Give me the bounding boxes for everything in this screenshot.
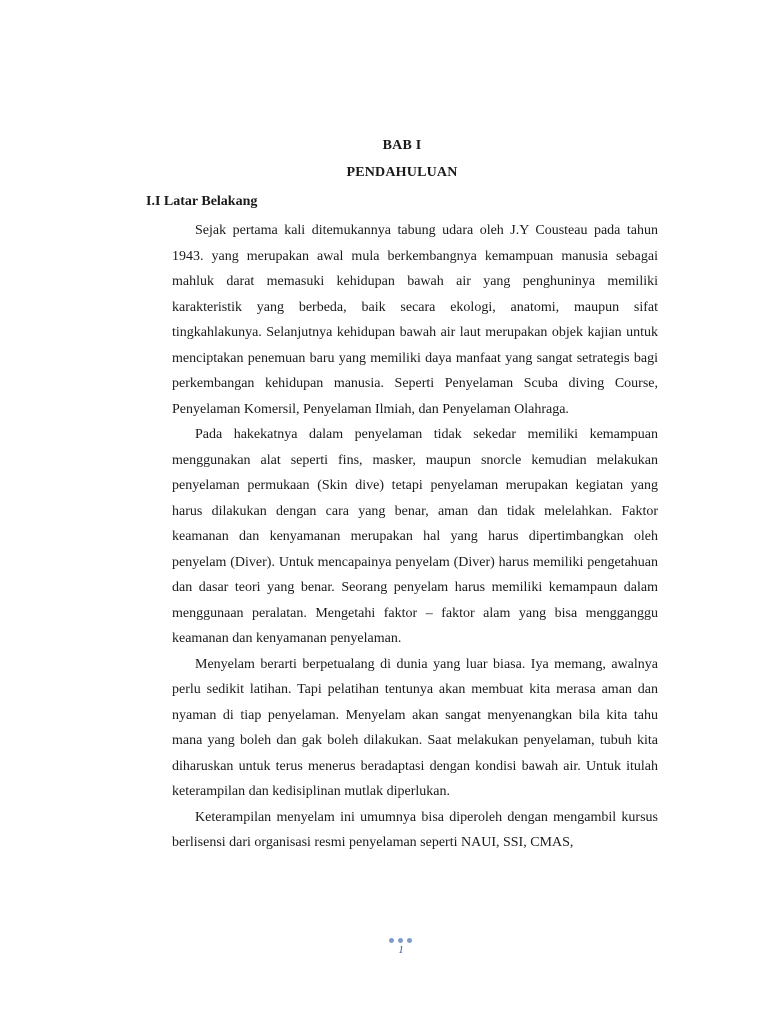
page-number: 1: [398, 944, 404, 956]
page-footer: [0, 938, 768, 956]
body-text: [172, 218, 658, 856]
footer-dots-icon: [32, 938, 768, 943]
paragraph: Keterampilan menyelam ini umumnya bisa diperoleh dengan mengambil kursus berlisensi dari organisasi resmi penyelaman seperti NAUI, SSI, CMAS,: [172, 809, 658, 850]
paragraph: Sejak pertama kali ditemukannya tabung udara oleh J.Y Cousteau pada tahun 1943. yang merupakan awal mula berkembangnya kemampuan manusia sebagai mahluk darat memasuki kehidupan bawah air yang penghuninya memiliki karakteristik yang berbeda, baik secara ekologi, anatomi, maupun sifat tingkahlakunya. Selanjutnya kehidupan bawah air laut merupakan objek kajian untuk menciptakan penemuan baru yang memiliki daya manfaat yang sangat setrategis bagi perkembangan kehidupan manusia. Seperti Penyelaman Scuba diving Course, Penyelaman Komersil, Penyelaman Ilmiah, dan Penyelaman Olahraga.: [172, 223, 658, 417]
dot-icon: [398, 938, 403, 943]
paragraph: Pada hakekatnya dalam penyelaman tidak sekedar memiliki kemampuan menggunakan alat seperti fins, masker, maupun snorcle kemudian melakukan penyelaman permukaan (Skin dive) tetapi penyelaman merupakan kegiatan yang harus dilakukan dengan cara yang benar, aman dan tidak melelahkan. Faktor keamanan dan kenyamanan merupakan hal yang harus dipertimbangkan oleh penyelam (Diver). Untuk mencapainya penyelam (Diver) harus memiliki pengetahuan dan dasar teori yang benar. Seorang penyelam harus memiliki kemampaun dalam menggunaan peralatan. Mengetahi faktor – faktor alam yang bisa mengganggu keamanan dan kenyamanan penyelaman.: [172, 427, 658, 646]
dot-icon: [389, 938, 394, 943]
paragraph: Menyelam berarti berpetualang di dunia yang luar biasa. Iya memang, awalnya perlu sedikit latihan. Tapi pelatihan tentunya akan membuat kita merasa aman dan nyaman di tiap penyelaman. Menyelam akan sangat menyenangkan bila kita tahu mana yang boleh dan gak boleh dilakukan. Saat melakukan penyelaman, tubuh kita diharuskan untuk terus menerus beradaptasi dengan kondisi bawah air. Untuk itulah keterampilan dan kedisiplinan mutlak diperlukan.: [172, 656, 658, 799]
chapter-title: PENDAHULUAN: [346, 165, 458, 180]
section-heading: I.I Latar Belakang: [146, 194, 258, 209]
dot-icon: [407, 938, 412, 943]
chapter-number: BAB I: [382, 138, 422, 153]
